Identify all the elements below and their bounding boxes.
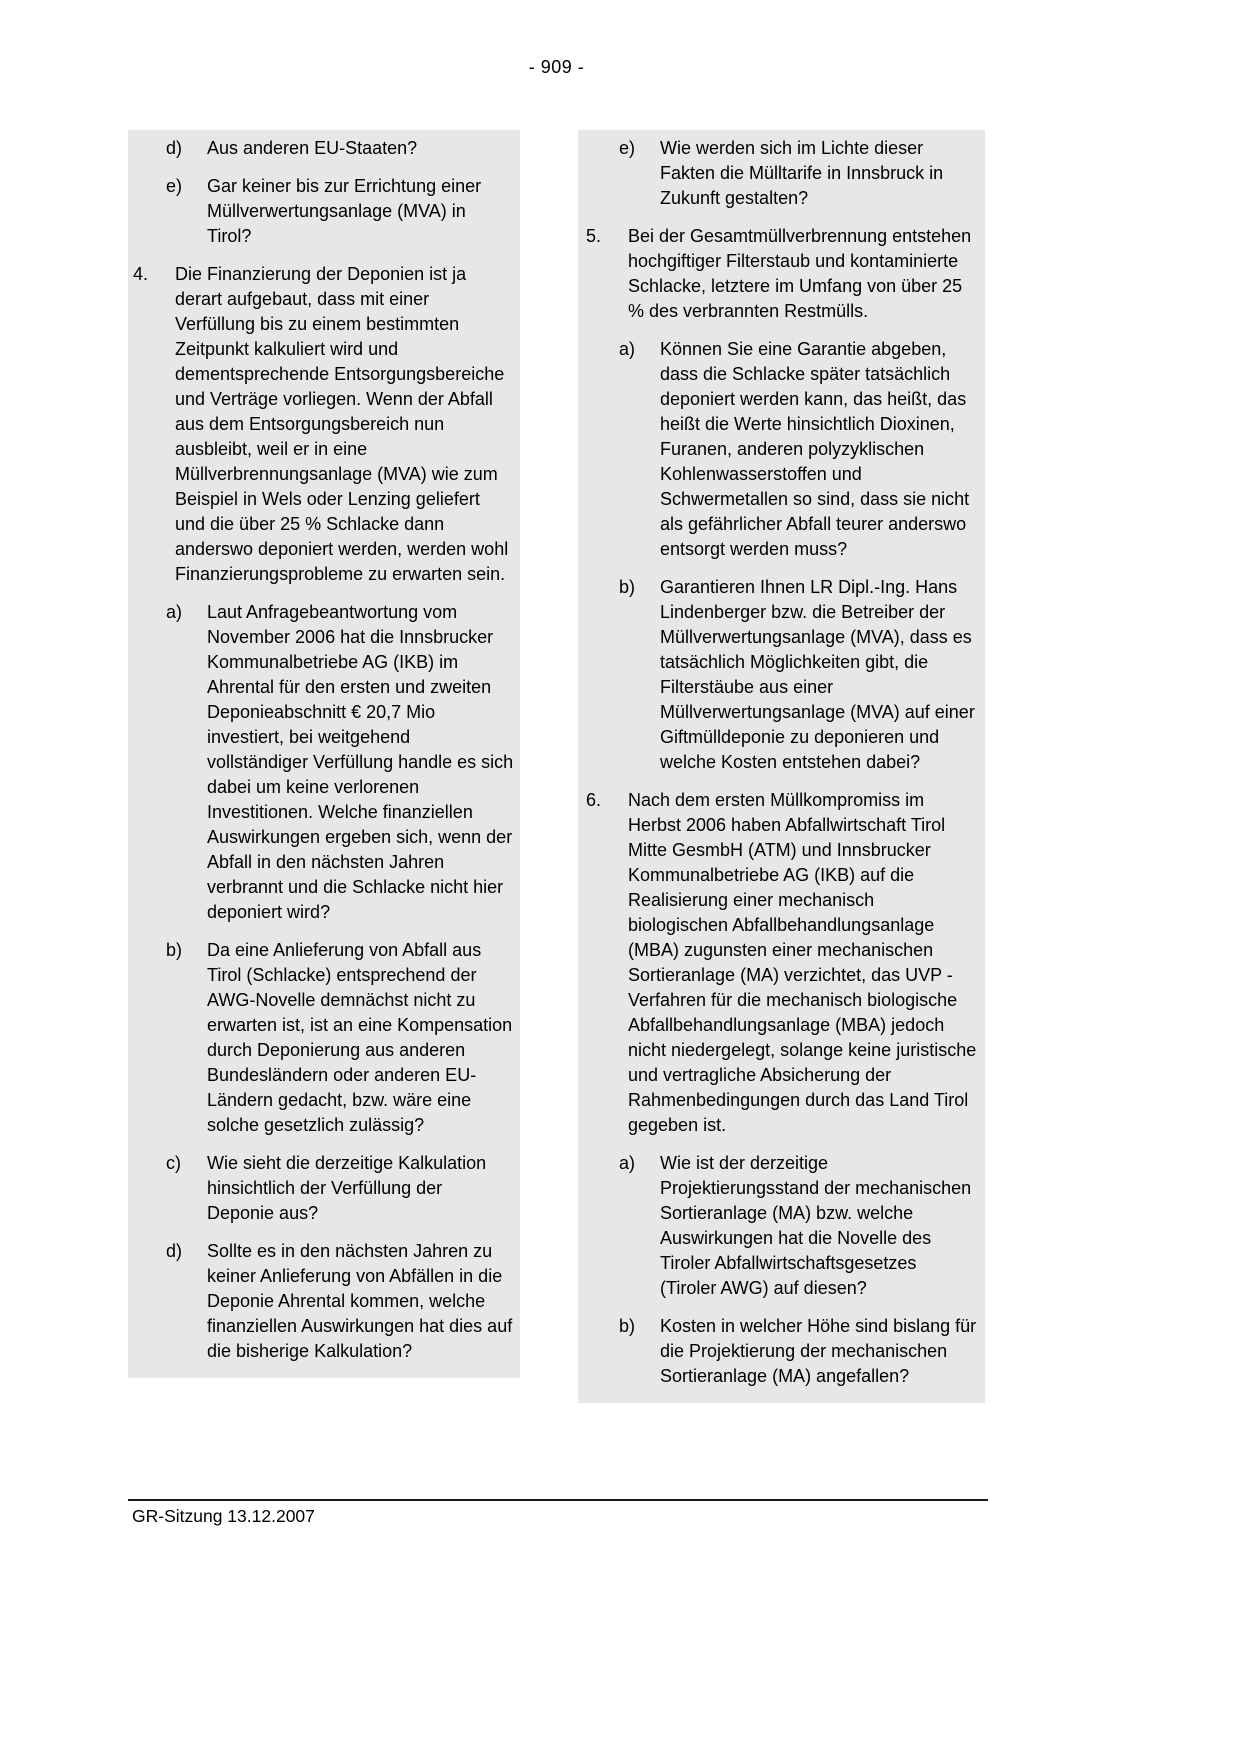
list-item bbox=[166, 938, 514, 1138]
list-item bbox=[166, 1239, 514, 1364]
list-item bbox=[619, 1314, 977, 1389]
list-item bbox=[619, 575, 977, 775]
list-item-text: Gar keiner bis zur Errichtung einer Müllverwertungsanlage (MVA) in Tirol? bbox=[207, 176, 482, 246]
list-item bbox=[586, 788, 977, 1138]
list-item bbox=[586, 224, 977, 324]
list-item-label: c) bbox=[166, 1153, 181, 1173]
left-column bbox=[128, 130, 520, 1378]
right-column bbox=[578, 130, 985, 1403]
list-item-text: Sollte es in den nächsten Jahren zu keiner Anlieferung von Abfällen in die Deponie Ahrental kommen, welche finanziellen Auswirkungen hat dies auf die bisherige Kalkulation? bbox=[207, 1241, 513, 1361]
list-item-text: Laut Anfragebeantwortung vom November 2006 hat die Innsbrucker Kommunalbetriebe AG (IKB) im Ahrental für den ersten und zweiten Deponieabschnitt € 20,7 Mio investiert, bei weitgehend vollständiger Verfüllung handle es sich dabei um keine verlorenen Investitionen. Welche finanziellen Auswirkungen ergeben sich, wenn der Abfall in den nächsten Jahren verbrannt und die Schlacke nicht hier deponiert wird? bbox=[207, 602, 514, 922]
list-item-label: a) bbox=[619, 1153, 636, 1173]
list-item-label: e) bbox=[166, 176, 183, 196]
list-item-text: Da eine Anlieferung von Abfall aus Tirol (Schlacke) entsprechend der AWG-Novelle demnächst nicht zu erwarten ist, ist an eine Kompensation durch Deponierung aus anderen Bundesländern oder anderen EU-Ländern gedacht, bzw. wäre eine solche gesetzlich zulässig? bbox=[207, 940, 513, 1135]
footer-session-label: GR-Sitzung 13.12.2007 bbox=[132, 1506, 315, 1526]
list-item-label: a) bbox=[619, 339, 636, 359]
list-item-text: Die Finanzierung der Deponien ist ja derart aufgebaut, dass mit einer Verfüllung bis zu einem bestimmten Zeitpunkt kalkuliert wird und dementsprechende Entsorgungsbereiche und Verträge vorliegen. Wenn der Abfall aus dem Entsorgungsbereich nun ausbleibt, weil er in eine Müllverbrennungsanlage (MVA) wie zum Beispiel in Wels oder Lenzing geliefert und die über 25 % Schlacke dann anderswo deponiert werden, werden wohl Finanzierungsprobleme zu erwarten sein. bbox=[175, 264, 509, 584]
list-item-label: 4. bbox=[133, 264, 149, 284]
list-item-label: 6. bbox=[586, 790, 602, 810]
list-item-label: b) bbox=[166, 940, 183, 960]
list-item-label: b) bbox=[619, 1316, 636, 1336]
question-list bbox=[128, 130, 985, 1403]
list-item bbox=[619, 136, 977, 211]
list-item bbox=[133, 262, 514, 587]
list-item bbox=[166, 136, 514, 161]
list-item-text: Können Sie eine Garantie abgeben, dass die Schlacke später tatsächlich deponiert werden kann, das heißt, das heißt die Werte hinsichtlich Dioxinen, Furanen, anderen polyzyklischen Kohlenwasserstoffen und Schwermetallen so sind, dass sie nicht als gefährlicher Abfall teurer anderswo entsorgt werden muss? bbox=[660, 339, 970, 559]
list-item-label: a) bbox=[166, 602, 183, 622]
page-number: - 909 - bbox=[528, 57, 585, 77]
list-item-text: Nach dem ersten Müllkompromiss im Herbst 2006 haben Abfallwirtschaft Tirol Mitte GesmbH (ATM) und Innsbrucker Kommunalbetriebe AG (IKB) auf die Realisierung einer mechanisch biologischen Abfallbehandlungsanlage (MBA) zugunsten einer mechanischen Sortieranlage (MA) verzichtet, das UVP - Verfahren für die mechanisch biologische Abfallbehandlungsanlage (MBA) jedoch nicht niedergelegt, solange keine juristische und vertragliche Absicherung der Rahmenbedingungen durch das Land Tirol gegeben ist. bbox=[628, 790, 977, 1135]
list-item-label: d) bbox=[166, 1241, 183, 1261]
list-item bbox=[619, 1151, 977, 1301]
list-item-text: Wie sieht die derzeitige Kalkulation hinsichtlich der Verfüllung der Deponie aus? bbox=[207, 1153, 487, 1223]
list-item-text: Wie ist der derzeitige Projektierungsstand der mechanischen Sortieranlage (MA) bzw. welche Auswirkungen hat die Novelle des Tiroler Abfallwirtschaftsgesetzes (Tiroler AWG) auf diesen? bbox=[660, 1153, 972, 1298]
list-item-label: 5. bbox=[586, 226, 602, 246]
list-item-label: b) bbox=[619, 577, 636, 597]
list-item-label: e) bbox=[619, 138, 636, 158]
page-footer bbox=[128, 1499, 988, 1527]
list-item bbox=[619, 337, 977, 562]
list-item-text: Kosten in welcher Höhe sind bislang für die Projektierung der mechanischen Sortieranlage (MA) angefallen? bbox=[660, 1316, 977, 1386]
list-item-text: Aus anderen EU-Staaten? bbox=[207, 138, 418, 158]
list-item bbox=[166, 174, 514, 249]
list-item-label: d) bbox=[166, 138, 183, 158]
list-item-text: Wie werden sich im Lichte dieser Fakten die Mülltarife in Innsbruck in Zukunft gestalten? bbox=[660, 138, 944, 208]
list-item bbox=[166, 1151, 514, 1226]
list-item bbox=[166, 600, 514, 925]
list-item-text: Bei der Gesamtmüllverbrennung entstehen hochgiftiger Filterstaub und kontaminierte Schlacke, letztere im Umfang von über 25 % des verbrannten Restmülls. bbox=[628, 226, 972, 321]
list-item-text: Garantieren Ihnen LR Dipl.-Ing. Hans Lindenberger bzw. die Betreiber der Müllverwertungsanlage (MVA), dass es tatsächlich Möglichkeiten gibt, die Filterstäube aus einer Müllverwertungsanlage (MVA) auf einer Giftmülldeponie zu deponieren und welche Kosten entstehen dabei? bbox=[660, 577, 975, 772]
